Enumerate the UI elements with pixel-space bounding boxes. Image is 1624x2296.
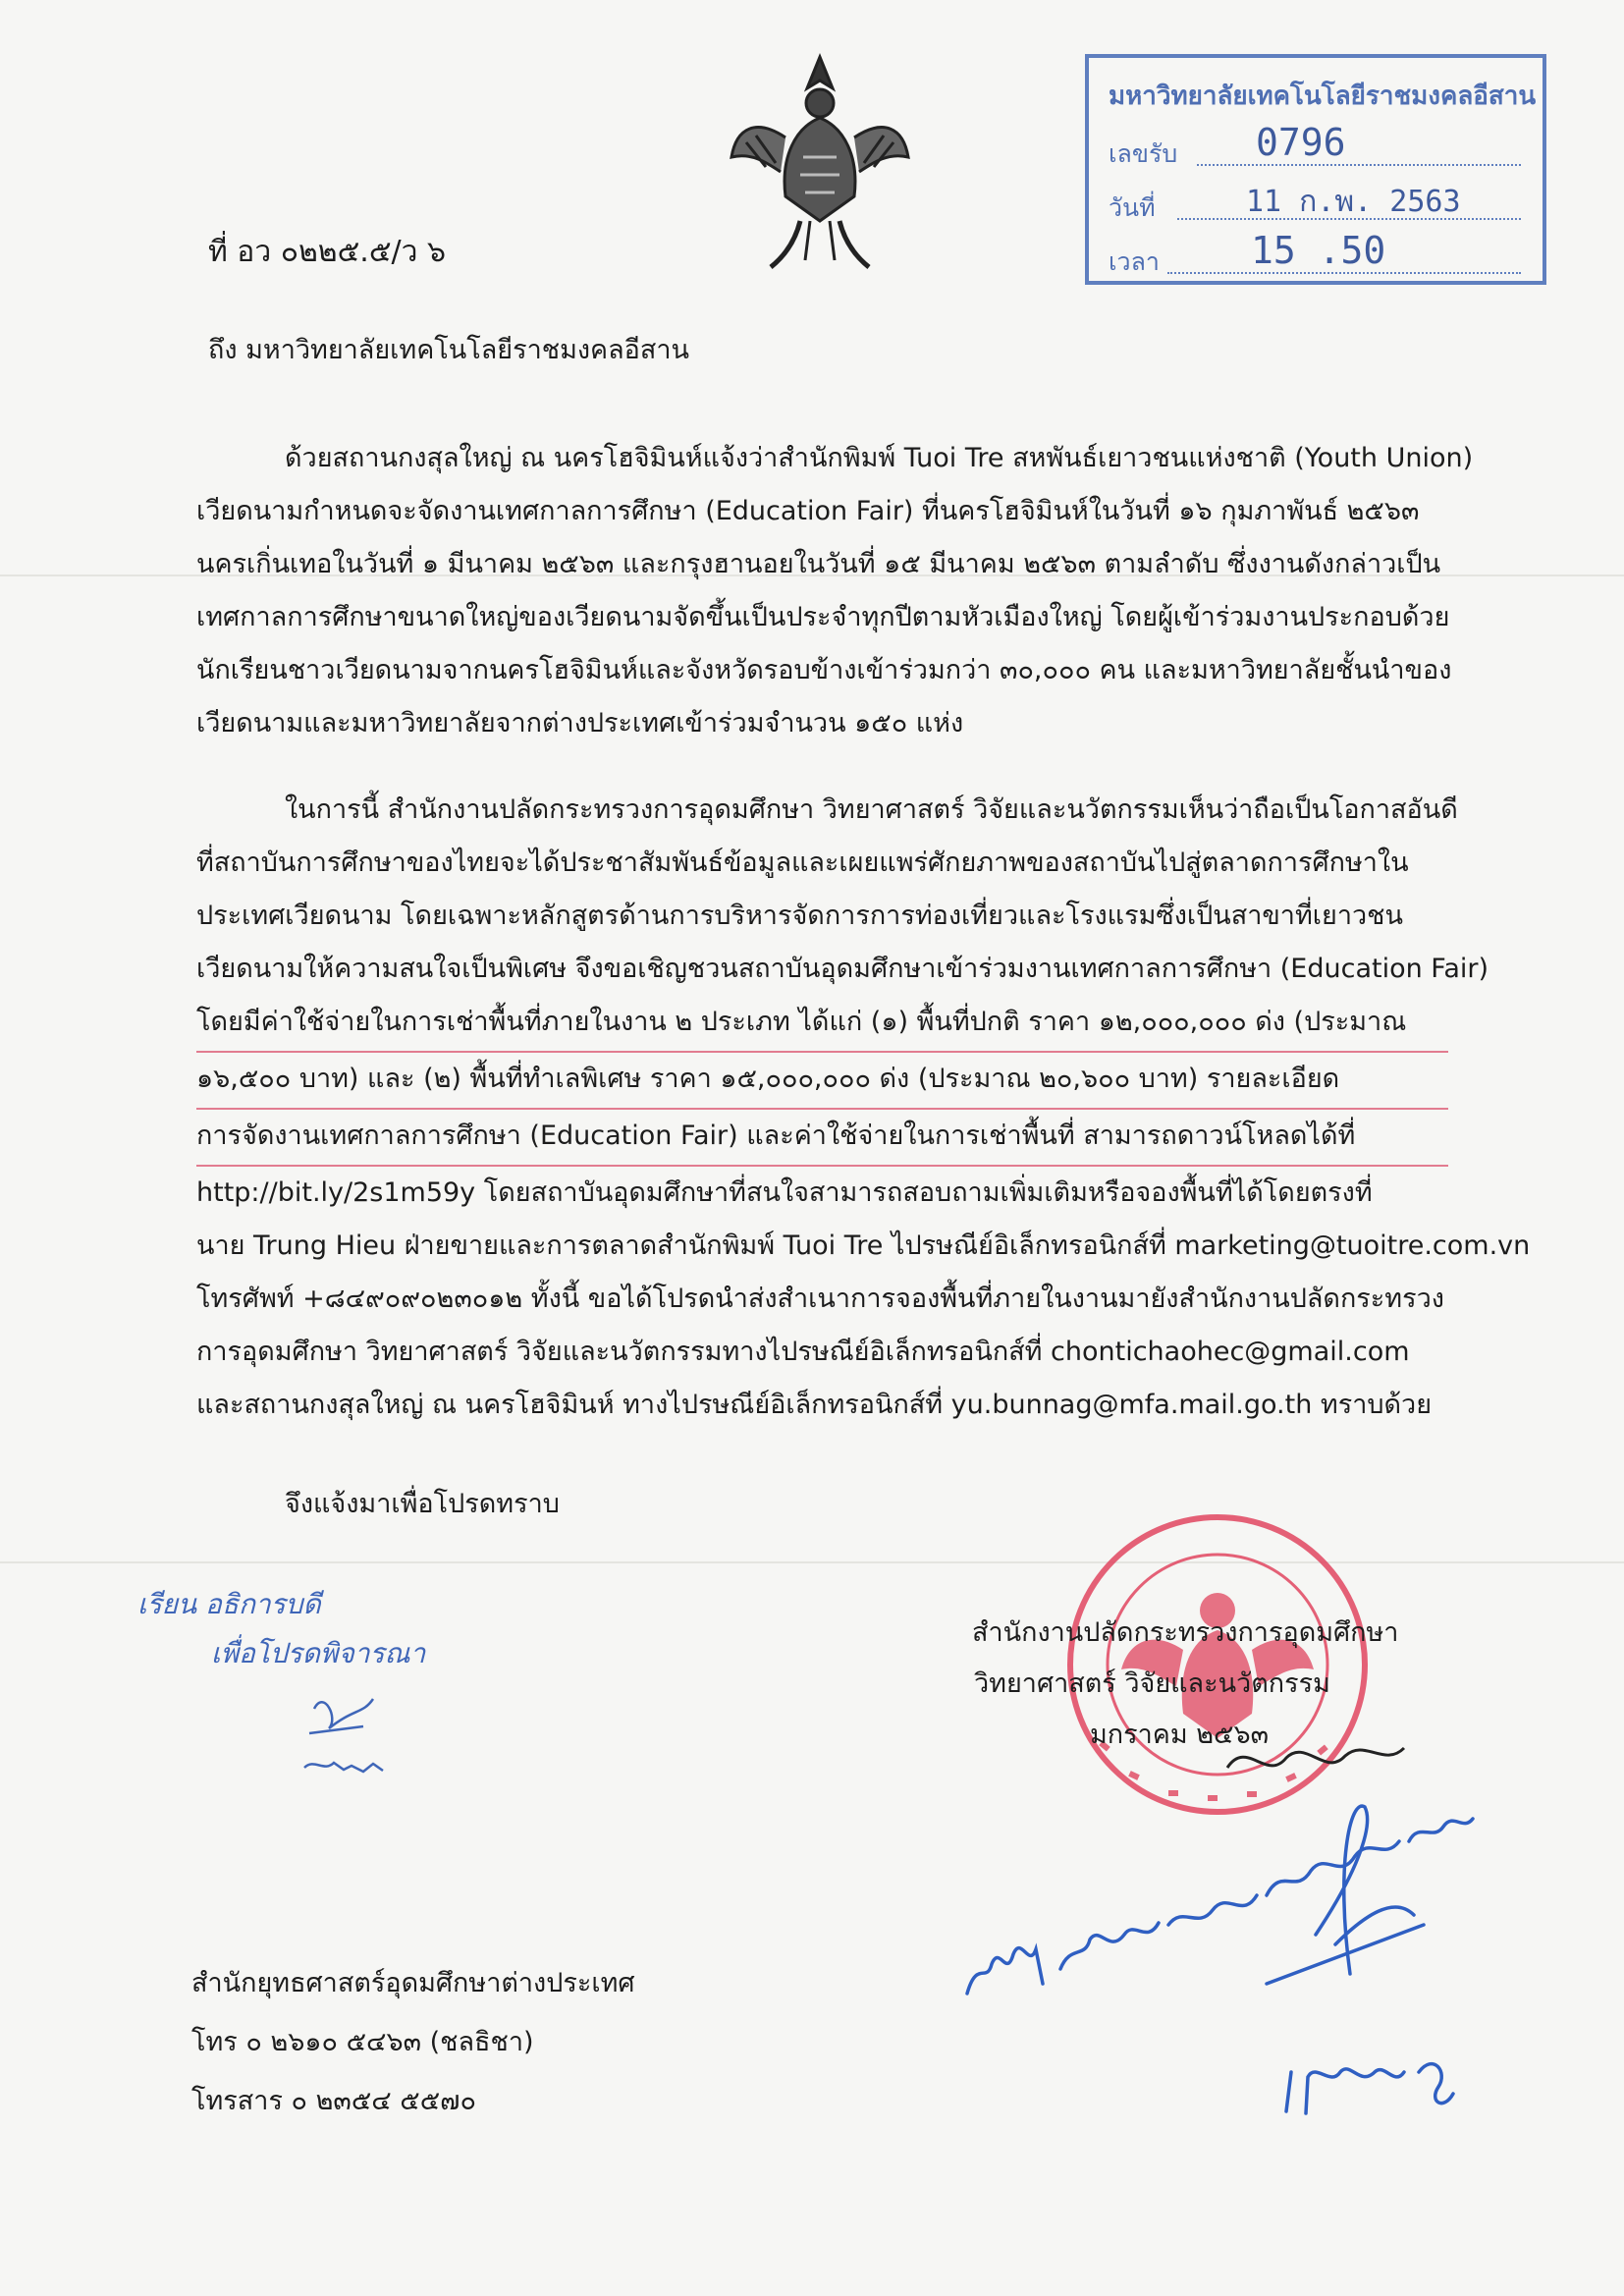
stamp-time-value: 15 .50 (1251, 229, 1386, 272)
stamp-number-label: เลขรับ (1109, 139, 1178, 168)
stamp-institution: มหาวิทยาลัยเทคโนโลยีราชมงคลอีสาน (1109, 82, 1537, 111)
paragraph-line: ในการนี้ สำนักงานปลัดกระทรวงการอุดมศึกษา วิทยาศาสตร์ วิจัยและนวัตกรรมเห็นว่าถือเป็นโอกาสอันดี (285, 794, 1458, 825)
received-stamp (1085, 54, 1546, 285)
contact-footer (191, 1954, 635, 2131)
garuda-emblem-icon (727, 49, 913, 275)
stamp-date-value: 11 ก.พ. 2563 (1246, 185, 1461, 219)
handwritten-note-line-1: เรียน อธิการบดี (137, 1588, 321, 1620)
paragraph-line: โทรศัพท์ +๘๔๙๐๙๐๒๓๐๑๒ ทั้งนี้ ขอได้โปรดนำส่งสำเนาการจองพื้นที่ภายในงานมายังสำนักงานปลัดกระทรวง (196, 1284, 1444, 1314)
paragraph-line: นาย Trung Hieu ฝ่ายขายและการตลาดสำนักพิมพ์ Tuoi Tre ไปรษณีย์อิเล็กทรอนิกส์ที่ marketing@tuoitre.com.vn (196, 1230, 1531, 1261)
paragraph-line: ประเทศเวียดนาม โดยเฉพาะหลักสูตรด้านการบริหารจัดการการท่องเที่ยวและโรงแรมซึ่งเป็นสาขาที่เยาวชน (196, 901, 1403, 931)
paragraph-1 (196, 432, 1474, 750)
paragraph-line: นักเรียนชาวเวียดนามจากนครโฮจิมินห์และจังหวัดรอบข้างเข้าร่วมกว่า ๓๐,๐๐๐ คน และมหาวิทยาลัยชั้นนำของ (196, 655, 1452, 685)
signer-office: สำนักงานปลัดกระทรวงการอุดมศึกษา (972, 1617, 1399, 1648)
paragraph-line: ด้วยสถานกงสุลใหญ่ ณ นครโฮจิมินห์แจ้งว่าสำนักพิมพ์ Tuoi Tre สหพันธ์เยาวชนแห่งชาติ (Youth Union) (285, 443, 1474, 473)
handwritten-note-line-2: เพื่อโปรดพิจารณา (211, 1637, 426, 1669)
paragraph-line: โดยมีค่าใช้จ่ายในการเช่าพื้นที่ภายในงาน ๒ ประเภท ได้แก่ (๑) พื้นที่ปกติ ราคา ๑๒,๐๐๐,๐๐๐ ด่ง (ประมาณ (196, 996, 1448, 1053)
handwritten-initials-signature (295, 1679, 412, 1787)
stamp-time-label: เวลา (1109, 247, 1160, 276)
stamp-number-value: 0796 (1256, 121, 1346, 164)
footer-tel: โทร ๐ ๒๖๑๐ ๕๔๖๓ (ชลธิชา) (191, 2027, 534, 2057)
footer-office: สำนักยุทธศาสตร์อุดมศึกษาต่างประเทศ (191, 1968, 635, 1998)
document-reference-number: ที่ อว ๐๒๒๕.๕/ว ๖ (208, 235, 447, 269)
stamp-date-label: วันที่ (1109, 193, 1156, 222)
paragraph-line: ที่สถาบันการศึกษาของไทยจะได้ประชาสัมพันธ์ข้อมูลและเผยแพร่ศักยภาพของสถาบันไปสู่ตลาดการศึกษาใน (196, 847, 1409, 878)
closing-line: จึงแจ้งมาเพื่อโปรดทราบ (285, 1489, 560, 1519)
paragraph-line: http://bit.ly/2s1m59y โดยสถาบันอุดมศึกษาที่สนใจสามารถสอบถามเพิ่มเติมหรือจองพื้นที่ได้โดยตรงที่ (196, 1177, 1373, 1208)
paragraph-2 (196, 784, 1531, 1432)
paragraph-line: เวียดนามให้ความสนใจเป็นพิเศษ จึงขอเชิญชวนสถาบันอุดมศึกษาเข้าร่วมงานเทศกาลการศึกษา (Education Fair) (196, 954, 1489, 984)
handwritten-blue-annotation (952, 1748, 1502, 2160)
paragraph-line: ๑๖,๕๐๐ บาท) และ (๒) พื้นที่ทำเลพิเศษ ราคา ๑๕,๐๐๐,๐๐๐ ด่ง (ประมาณ ๒๐,๖๐๐ บาท) รายละเอียด (196, 1053, 1448, 1110)
footer-fax: โทรสาร ๐ ๒๓๕๔ ๕๕๗๐ (191, 2086, 476, 2116)
paper-fold-line (0, 1561, 1624, 1563)
paragraph-line: การจัดงานเทศกาลการศึกษา (Education Fair) และค่าใช้จ่ายในการเช่าพื้นที่ สามารถดาวน์โหลดได้ที่ (196, 1110, 1448, 1167)
paragraph-line: เวียดนามกำหนดจะจัดงานเทศกาลการศึกษา (Education Fair) ที่นครโฮจิมินห์ในวันที่ ๑๖ กุมภาพันธ์ ๒๕๖๓ (196, 496, 1420, 526)
recipient-line: ถึง มหาวิทยาลัยเทคโนโลยีราชมงคลอีสาน (208, 335, 689, 365)
paragraph-line: เวียดนามและมหาวิทยาลัยจากต่างประเทศเข้าร่วมจำนวน ๑๕๐ แห่ง (196, 708, 964, 738)
paragraph-line: เทศกาลการศึกษาขนาดใหญ่ของเวียดนามจัดขึ้นเป็นประจำทุกปีตามหัวเมืองใหญ่ โดยผู้เข้าร่วมงานประกอบด้วย (196, 602, 1450, 632)
signer-office-line-2: วิทยาศาสตร์ วิจัยและนวัตกรรม (974, 1668, 1330, 1699)
paragraph-line: นครเกิ่นเทอในวันที่ ๑ มีนาคม ๒๕๖๓ และกรุงฮานอยในวันที่ ๑๕ มีนาคม ๒๕๖๓ ตามลำดับ ซึ่งงานดังกล่าวเป็น (196, 549, 1441, 579)
signer-date: มกราคม ๒๕๖๓ (1090, 1720, 1270, 1750)
paragraph-line: และสถานกงสุลใหญ่ ณ นครโฮจิมินห์ ทางไปรษณีย์อิเล็กทรอนิกส์ที่ yu.bunnag@mfa.mail.go.th ทราบด้วย (196, 1390, 1433, 1420)
paragraph-line: การอุดมศึกษา วิทยาศาสตร์ วิจัยและนวัตกรรมทางไปรษณีย์อิเล็กทรอนิกส์ที่ chontichaohec@gmail.com (196, 1337, 1410, 1367)
